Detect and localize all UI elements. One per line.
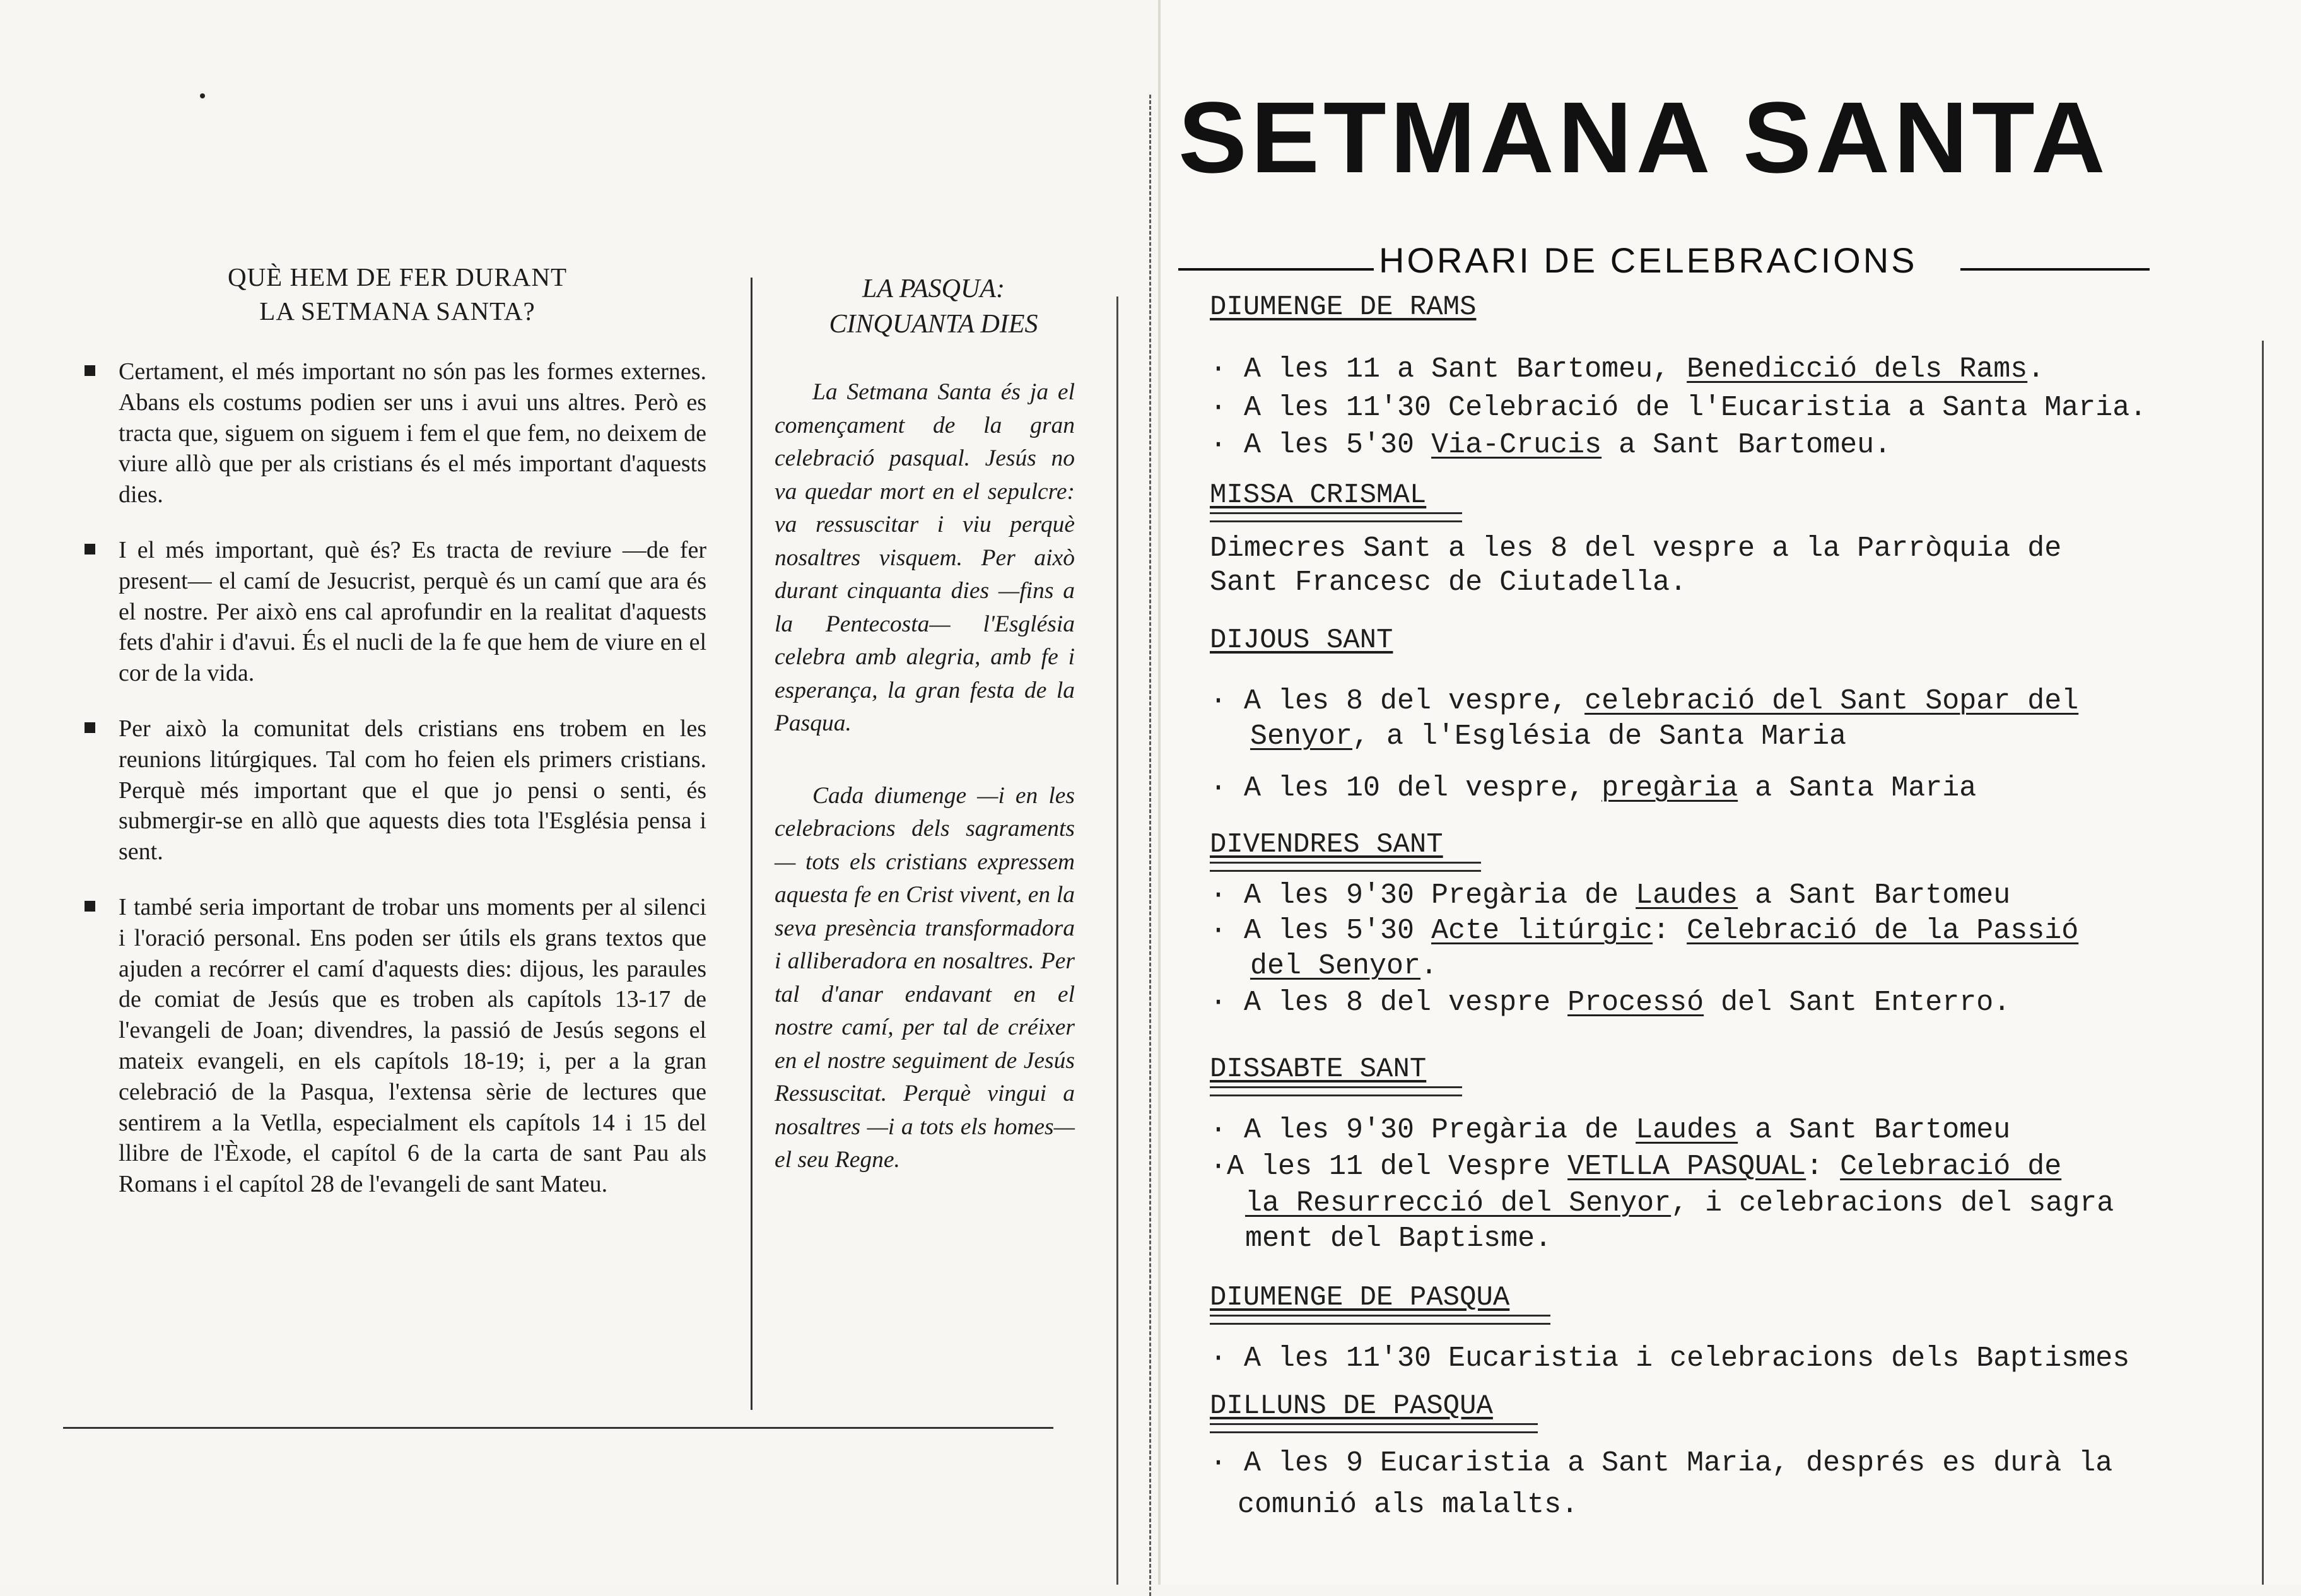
dissabte-line-3-u: la Resurrecció del Senyor — [1245, 1187, 1672, 1219]
heading-rams-text: DIUMENGE DE RAMS — [1210, 291, 1477, 323]
page-edge-line — [1116, 296, 1118, 1585]
double-underline — [1210, 512, 1462, 522]
horari-header — [1178, 240, 2150, 284]
divendres-line-4-a: · A les 8 del vespre — [1210, 987, 1568, 1019]
horari-title: HORARI DE CELEBRACIONS — [1379, 240, 1918, 280]
que-fer-paragraph-4 — [119, 892, 706, 1200]
fold-dashed-line — [1149, 95, 1151, 1596]
que-fer-paragraph-3-text: Per això la comunitat dels cristians ens trobem en les reunions litúrgiques. Tal com ho feien els primers cristians. Perquè més important que el que jo pensi o senti, és submergir-se en allò que aquests dies tota l'Església pensa i sent. — [119, 715, 706, 865]
rams-line-1-b: . — [2027, 353, 2045, 385]
pasqua-column — [775, 376, 1075, 1177]
dissabte-line-1-b: a Sant Bartomeu — [1738, 1114, 2011, 1146]
dissabte-line-2 — [1210, 1149, 2061, 1185]
dijous-line-3-b: a Santa Maria — [1738, 772, 1977, 804]
dilluns-line-2: comunió als malalts. — [1238, 1489, 1579, 1521]
dissabte-line-2-u: VETLLA PASQUAL — [1567, 1151, 1806, 1183]
divendres-line-4 — [1210, 985, 2010, 1021]
dissabte-line-2-u2: Celebració de — [1840, 1151, 2062, 1183]
column-divider — [751, 278, 752, 1410]
divendres-line-2-b: : — [1653, 915, 1687, 947]
que-fer-paragraph-3 — [119, 713, 706, 867]
double-underline — [1210, 862, 1481, 872]
double-underline — [1210, 1315, 1550, 1325]
dilluns-line-1: · A les 9 Eucaristia a Sant Maria, després es durà la — [1210, 1447, 2113, 1479]
dissabte-line-3-b: , i celebracions del sagra — [1671, 1187, 2114, 1219]
rams-line-2: · A les 11'30 Celebració de l'Eucaristia a Santa Maria. — [1210, 392, 2147, 424]
heading-dijous-text: DIJOUS SANT — [1210, 625, 1393, 656]
heading-dissabte — [1210, 1053, 1462, 1096]
heading-crismal-text: MISSA CRISMAL — [1210, 479, 1427, 511]
rams-line-1-a: · A les 11 a Sant Bartomeu, — [1210, 353, 1687, 385]
dijous-line-2 — [1250, 719, 1846, 754]
dijous-line-3-a: · A les 10 del vespre, — [1210, 772, 1602, 804]
rams-line-3 — [1210, 428, 1891, 463]
crismal-line-1: Dimecres Sant a les 8 del vespre a la Parròquia de — [1210, 532, 2062, 565]
dijous-line-3 — [1210, 771, 1976, 806]
heading-crismal — [1210, 479, 1462, 522]
ink-speck — [200, 93, 205, 98]
heading-rams — [1210, 291, 1476, 323]
divendres-line-2-u: Acte litúrgic — [1431, 915, 1653, 947]
dissabte-line-2-a: ·A les 11 del Vespre — [1210, 1151, 1568, 1183]
divendres-line-4-b: del Sant Enterro. — [1704, 987, 2011, 1019]
que-fer-paragraph-4-text: I també seria important de trobar uns moments per al silenci i l'oració personal. Ens poden ser útils els grans textos que ajuden a recórrer el camí d'aquests dies: dijous, les paraules de comiat de Jesús que es troben als capítols 13-17 de l'evangeli de Joan; divendres, la passió de Jesús segons el mateix evangeli, en els capítols 18-19; i, per a la gran celebració de la Pasqua, l'extensa sèrie de lectures que sentirem a la Vetlla, especialment els capítols 14 i 15 del llibre de l'Èxode, el capítol 6 de la carta de sant Pau als Romans i el capítol 28 de l'evangeli de sant Mateu. — [119, 893, 706, 1198]
heading-dissabte-text: DISSABTE SANT — [1210, 1053, 1427, 1085]
pasqua-title-line1: LA PASQUA: — [862, 274, 1005, 303]
pasqua-title — [779, 271, 1088, 342]
heading-dijous — [1210, 625, 1393, 656]
pasqua-paragraph-1: La Setmana Santa és ja el començament de la gran celebració pasqual. Jesús no va quedar mort en el sepulcre: va ressuscitar i viu perquè nosaltres visquem. Per això durant cinquanta dies —fins a la Pentecosta— l'Església celebra amb alegria, amb fe i esperança, la gran festa de la Pasqua. — [775, 379, 1075, 736]
rams-line-3-b: a Sant Bartomeu. — [1601, 429, 1892, 461]
dijous-line-3-u: pregària — [1601, 772, 1738, 804]
horari-rule-left — [1178, 268, 1374, 271]
heading-pasqua-text: DIUMENGE DE PASQUA — [1210, 1282, 1510, 1313]
dijous-line-1 — [1210, 684, 2078, 719]
pasqua-line-1: · A les 11'30 Eucaristia i celebracions dels Baptismes — [1210, 1342, 2130, 1375]
square-bullet-icon — [85, 722, 95, 733]
pasqua-title-line2: CINQUANTA DIES — [829, 310, 1038, 339]
dissabte-line-4: ment del Baptisme. — [1245, 1223, 1552, 1255]
pasqua-paragraph-2: Cada diumenge —i en les celebracions dels sagraments— tots els cristians expressem aquesta fe en Crist vivent, en la seva presència transformadora i alliberadora en nosaltres. Per tal d'anar endavant en el nostre camí, per tal de créixer en el nostre seguiment de Jesús Ressuscitat. Perquè vingui a nosaltres —i a tots els homes— el seu Regne. — [775, 782, 1075, 1173]
rams-line-3-u: Via-Crucis — [1431, 429, 1602, 461]
square-bullet-icon — [85, 365, 95, 376]
divendres-line-3-u: del Senyor — [1250, 950, 1421, 982]
divendres-line-2 — [1210, 913, 2078, 949]
que-fer-paragraph-2-text: I el més important, què és? Es tracta de reviure —de fer present— el camí de Jesucrist, perquè és un camí que ara és el nostre. Per això ens cal aprofundir en la realitat d'aquests fets d'ahir i d'avui. És el nucli de la fe que hem de viure en el cor de la vida. — [119, 536, 706, 687]
dissabte-line-3 — [1245, 1186, 2114, 1221]
dissabte-line-1-u: Laudes — [1636, 1114, 1738, 1146]
double-underline — [1210, 1423, 1538, 1433]
square-bullet-icon — [85, 544, 95, 554]
rams-line-1 — [1210, 352, 2044, 387]
crismal-line-2: Sant Francesc de Ciutadella. — [1210, 566, 1687, 599]
double-underline — [1210, 1086, 1462, 1096]
horari-rule-right — [1960, 268, 2150, 271]
dissabte-line-2-b: : — [1806, 1151, 1841, 1183]
divendres-line-1-b: a Sant Bartomeu — [1738, 879, 2011, 912]
divendres-line-2-u2: Celebració de la Passió — [1687, 915, 2079, 947]
que-fer-paragraph-2 — [119, 535, 706, 689]
divendres-line-1-a: · A les 9'30 Pregària de — [1210, 879, 1636, 912]
page-edge-line — [2262, 341, 2264, 1585]
dijous-line-1-u: celebració del Sant Sopar del — [1584, 685, 2079, 717]
dijous-line-2-b: , a l'Església de Santa Maria — [1352, 720, 1847, 753]
que-fer-title-line1: QUÈ HEM DE FER DURANT — [227, 262, 568, 291]
que-fer-title-line2: LA SETMANA SANTA? — [259, 296, 536, 326]
divendres-line-3-b: . — [1420, 950, 1438, 982]
bottom-divider — [63, 1427, 1053, 1429]
heading-divendres — [1210, 829, 1481, 872]
divendres-line-1-u: Laudes — [1636, 879, 1738, 912]
que-fer-title — [120, 260, 675, 328]
heading-dilluns-text: DILLUNS DE PASQUA — [1210, 1390, 1493, 1422]
dissabte-line-1 — [1210, 1113, 2010, 1148]
dijous-line-2-u: Senyor — [1250, 720, 1353, 753]
square-bullet-icon — [85, 901, 95, 912]
divendres-line-4-u: Processó — [1567, 987, 1704, 1019]
divendres-line-3 — [1250, 949, 1437, 984]
rams-line-3-a: · A les 5'30 — [1210, 429, 1432, 461]
heading-divendres-text: DIVENDRES SANT — [1210, 829, 1443, 860]
dijous-line-1-a: · A les 8 del vespre, — [1210, 685, 1585, 717]
que-fer-paragraph-1 — [119, 356, 706, 510]
dissabte-line-1-a: · A les 9'30 Pregària de — [1210, 1114, 1636, 1146]
divendres-line-1 — [1210, 878, 2010, 913]
heading-pasqua — [1210, 1282, 1550, 1325]
page-title: SETMANA SANTA — [1178, 81, 2109, 194]
rams-line-1-u: Benedicció dels Rams — [1687, 353, 2028, 385]
que-fer-column — [119, 356, 706, 1224]
heading-dilluns — [1210, 1390, 1538, 1433]
que-fer-paragraph-1-text: Certament, el més important no són pas les formes externes. Abans els costums podien ser uns i avui uns altres. Però es tracta que, siguem on siguem i fem el que fem, no deixem de viure allò que per als cristians és el més important d'aquests dies. — [119, 358, 706, 508]
divendres-line-2-a: · A les 5'30 — [1210, 915, 1432, 947]
